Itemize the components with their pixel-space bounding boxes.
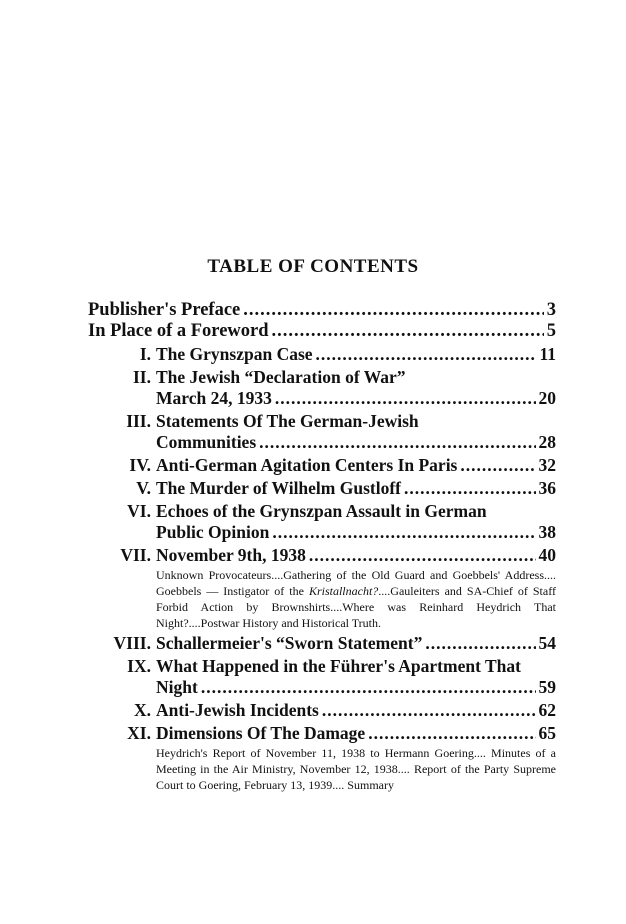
dot-leader [201,677,536,698]
chapter-title-line: Night [156,677,198,697]
chapter-title: Schallermeier's “Sworn Statement” [156,633,423,653]
chapter-number: VIII. [113,633,151,653]
chapter-title-line: Echoes of the Grynszpan Assault in German [156,501,487,521]
subtopics-italic: Kristallnacht? [308,584,379,598]
toc-entry-foreword [88,321,556,342]
dot-leader [322,700,536,721]
page-number: 62 [538,700,556,720]
page-title: TABLE OF CONTENTS [207,256,419,277]
chapter-subtopics [156,745,556,793]
subtopics-text: Unknown Provocateurs....Gathering of the Old Guard and Goebbels' Address.... Goebbels — Instigator of the [156,568,556,598]
chapter-number: X. [133,700,151,720]
subtopics-text: ....Gauleiters and SA-Chief of Staff Forbid Action by Brownshirts....Where was Reinhard Heydrich That Night?....Postwar History and Historical Truth. [156,584,556,630]
toc-entry-chapter-8 [88,633,556,654]
chapter-title: The Grynszpan Case [156,344,313,364]
toc-entry-chapter-3 [88,411,556,453]
chapter-title: Dimensions Of The Damage [156,723,366,743]
dot-leader [309,545,536,566]
chapter-title: The Murder of Wilhelm Gustloff [156,478,401,498]
chapter-number: I. [139,344,151,364]
chapter-title-line: What Happened in the Führer's Apartment That [156,656,521,676]
page-number: 36 [538,478,556,498]
dot-leader [460,455,535,476]
chapter-title: Anti-German Agitation Centers In Paris [156,455,458,475]
page-number: 38 [538,522,556,542]
dot-leader [425,633,535,654]
chapter-title-line: Public Opinion [156,522,270,542]
page-number: 28 [538,432,556,452]
dot-leader [243,300,543,321]
chapter-number: VII. [120,545,151,565]
chapter-title-line: March 24, 1933 [156,388,272,408]
chapter-title-line: Statements Of The German-Jewish [156,411,419,431]
toc-entry-chapter-6 [88,501,556,543]
page-number: 59 [538,677,556,697]
entry-label: Publisher's Preface [88,300,241,320]
page-number: 11 [539,344,556,364]
subtopics-text: Heydrich's Report of November 11, 1938 to Hermann Goering.... Minutes of a Meeting in the Air Ministry, November 12, 1938.... Report of the Party Supreme Court to Goering, February 13, 1939.... Summary [156,746,556,792]
page-number: 3 [546,300,556,320]
toc-entry-chapter-11 [88,723,556,795]
toc-entry-chapter-9 [88,656,556,698]
chapter-subtopics [156,567,556,631]
toc-list [88,300,556,795]
entry-label: In Place of a Foreword [88,321,269,341]
dot-leader [272,522,535,543]
dot-leader [272,321,544,342]
chapter-title-line: The Jewish “Declaration of War” [156,367,406,387]
toc-entry-chapter-10 [88,700,556,721]
page-number: 20 [538,388,556,408]
chapter-number: IX. [127,656,151,676]
toc-entry-chapter-7 [88,545,556,633]
dot-leader [368,723,535,744]
toc-entry-chapter-1 [88,344,556,365]
chapter-number: II. [133,367,151,387]
toc-entry-chapter-4 [88,455,556,476]
page-number: 32 [538,455,556,475]
page-number: 54 [538,633,556,653]
toc-entry-chapter-2 [88,367,556,409]
page-number: 65 [538,723,556,743]
page-number: 40 [538,545,556,565]
dot-leader [404,478,536,499]
toc-entry-chapter-5 [88,478,556,499]
dot-leader [275,388,536,409]
page-number: 5 [546,321,556,341]
chapter-number: IV. [129,455,151,475]
chapter-title-line: Communities [156,432,257,452]
dot-leader [259,432,535,453]
chapter-title: Anti-Jewish Incidents [156,700,319,720]
chapter-title: November 9th, 1938 [156,545,306,565]
chapter-number: XI. [127,723,151,743]
chapter-number: VI. [127,501,151,521]
toc-entry-publishers-preface [88,300,556,321]
chapter-number: V. [136,478,151,498]
chapter-number: III. [126,411,151,431]
dot-leader [316,344,537,365]
